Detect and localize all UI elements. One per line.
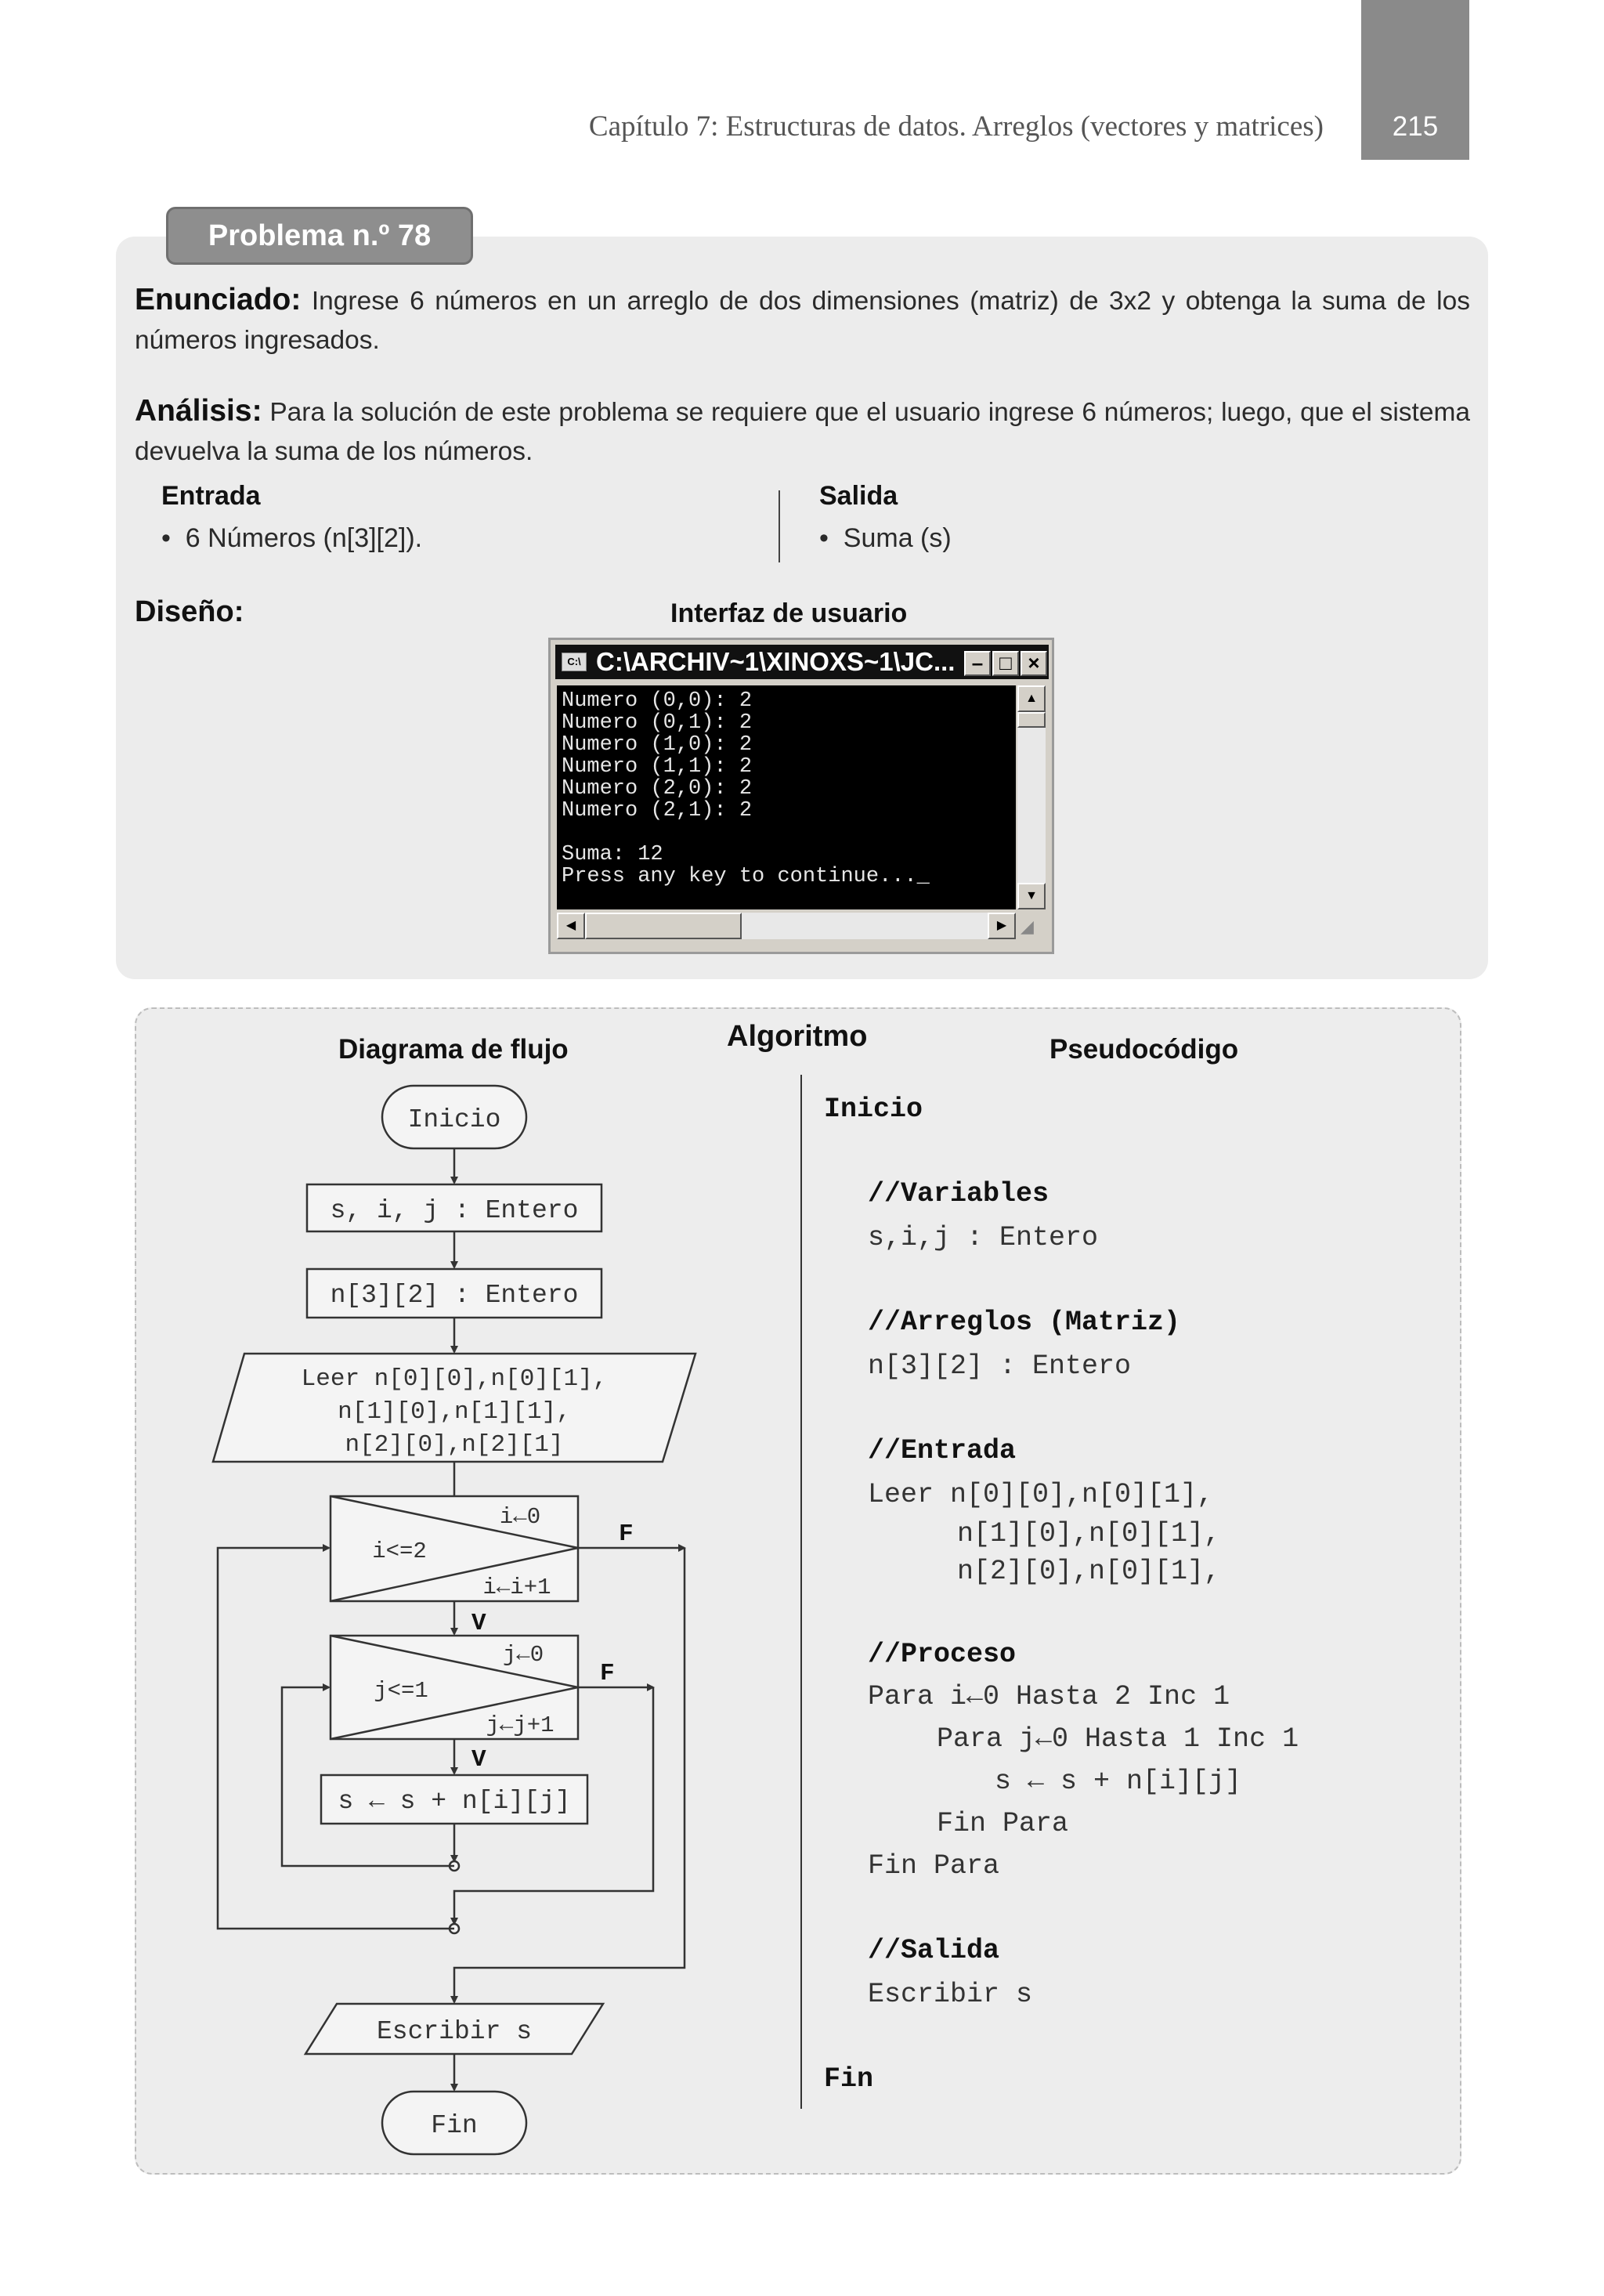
pseudo-for-i: Para i←0 Hasta 2 Inc 1 (868, 1681, 1230, 1712)
fc-decl-vars-text: s, i, j : Entero (330, 1196, 579, 1225)
algorithm-heading: Algoritmo (727, 1020, 868, 1053)
fc-write-text: Escribir s (376, 2017, 533, 2046)
console-line: Numero (2,0): 2 (562, 777, 753, 801)
pseudo-comment-process: //Proceso (868, 1639, 1017, 1670)
fc-loop-i-init: i←0 (499, 1504, 541, 1530)
fc-loop-j-cond: j<=1 (374, 1678, 428, 1704)
pseudo-vars: s,i,j : Entero (868, 1222, 1099, 1253)
pseudo-input-3: n[2][0],n[0][1], (957, 1556, 1221, 1587)
console-line: Numero (1,1): 2 (562, 755, 753, 779)
analysis-text: Para la solución de este problema se requiere que el usuario ingrese 6 números; luego, que el sistema devuelva la suma de los números. (135, 398, 1471, 466)
close-icon[interactable]: × (1021, 651, 1047, 676)
pseudo-comment-output: //Salida (868, 1935, 1000, 1966)
chapter-title: Capítulo 7: Estructuras de datos. Arreglos (vectores y matrices) (588, 110, 1324, 143)
analysis-label: Análisis: (135, 394, 262, 428)
fc-end-text: Fin (431, 2111, 478, 2140)
pseudo-assign: s ← s + n[i][j] (995, 1766, 1242, 1797)
pseudo-end: Fin (824, 2063, 874, 2095)
statement-text: Ingrese 6 números en un arreglo de dos dimensiones (matriz) de 3x2 y obtenga la suma de los números ingresados. (135, 287, 1470, 355)
input-heading: Entrada (161, 481, 261, 511)
output-heading: Salida (819, 481, 898, 511)
output-item: Suma (s) (843, 523, 952, 553)
pseudo-input-1: Leer n[0][0],n[0][1], (868, 1479, 1214, 1510)
fc-loop-i-false: F (619, 1520, 634, 1548)
console-line: Press any key to continue..._ (562, 865, 930, 888)
pseudo-for-j: Para j←0 Hasta 1 Inc 1 (937, 1723, 1299, 1755)
fc-loop-j-true: V (471, 1746, 486, 1774)
fc-start-text: Inicio (407, 1105, 501, 1134)
maximize-icon[interactable]: □ (992, 651, 1019, 676)
console-line: Suma: 12 (562, 843, 663, 866)
pseudo-arrays: n[3][2] : Entero (868, 1350, 1132, 1382)
console-line: Numero (0,1): 2 (562, 711, 753, 735)
scroll-down-icon[interactable]: ▼ (1017, 883, 1046, 909)
fc-loop-i-inc: i←i+1 (482, 1575, 551, 1600)
console-line: Numero (0,0): 2 (562, 689, 753, 713)
resize-grip-icon[interactable]: ◢ (1021, 917, 1034, 936)
fc-decl-array-text: n[3][2] : Entero (330, 1281, 579, 1310)
pseudo-comment-input: //Entrada (868, 1435, 1017, 1466)
pseudo-end-for-j: Fin Para (937, 1808, 1069, 1839)
fc-read-line-1: Leer n[0][0],n[0][1], (301, 1365, 608, 1393)
problem-tab: Problema n.º 78 (166, 207, 473, 265)
pseudo-comment-variables: //Variables (868, 1178, 1049, 1209)
pseudo-comment-arrays: //Arreglos (Matriz) (868, 1307, 1181, 1338)
fc-process-text: s ← s + n[i][j] (338, 1787, 571, 1816)
minimize-icon[interactable]: – (964, 651, 991, 676)
fc-loop-j-false: F (600, 1660, 615, 1687)
fc-read-line-3: n[2][0],n[2][1] (345, 1431, 564, 1459)
scroll-right-icon[interactable]: ▶ (988, 913, 1016, 939)
pseudo-end-for-i: Fin Para (868, 1850, 1000, 1882)
statement-label: Enunciado: (135, 283, 302, 316)
fc-read-line-2: n[1][0],n[1][1], (338, 1398, 571, 1426)
bullet-icon: • (161, 523, 186, 553)
page-number: 215 (1392, 111, 1439, 142)
pseudocode-heading: Pseudocódigo (1049, 1034, 1239, 1065)
console-line: Numero (1,0): 2 (562, 733, 753, 757)
flowchart-heading: Diagrama de flujo (338, 1034, 569, 1065)
fc-loop-j-inc: j←j+1 (486, 1712, 555, 1738)
input-item: 6 Números (n[3][2]). (185, 523, 423, 553)
ui-heading: Interfaz de usuario (670, 598, 908, 628)
bullet-icon: • (819, 523, 844, 553)
fc-loop-i-true: V (471, 1610, 486, 1637)
fc-loop-j-init: j←0 (502, 1642, 544, 1668)
fc-loop-i-cond: i<=2 (372, 1539, 427, 1564)
console-app-icon: C:\ (562, 653, 587, 671)
scroll-up-icon[interactable]: ▲ (1017, 685, 1046, 712)
scroll-left-icon[interactable]: ◀ (557, 913, 585, 939)
pseudo-begin: Inicio (824, 1094, 923, 1125)
pseudo-input-2: n[1][0],n[0][1], (957, 1518, 1221, 1549)
design-label: Diseño: (135, 595, 244, 628)
pseudo-output: Escribir s (868, 1979, 1033, 2010)
console-line: Numero (2,1): 2 (562, 799, 753, 823)
console-title: C:\ARCHIV~1\XINOXS~1\JC... (596, 647, 956, 676)
